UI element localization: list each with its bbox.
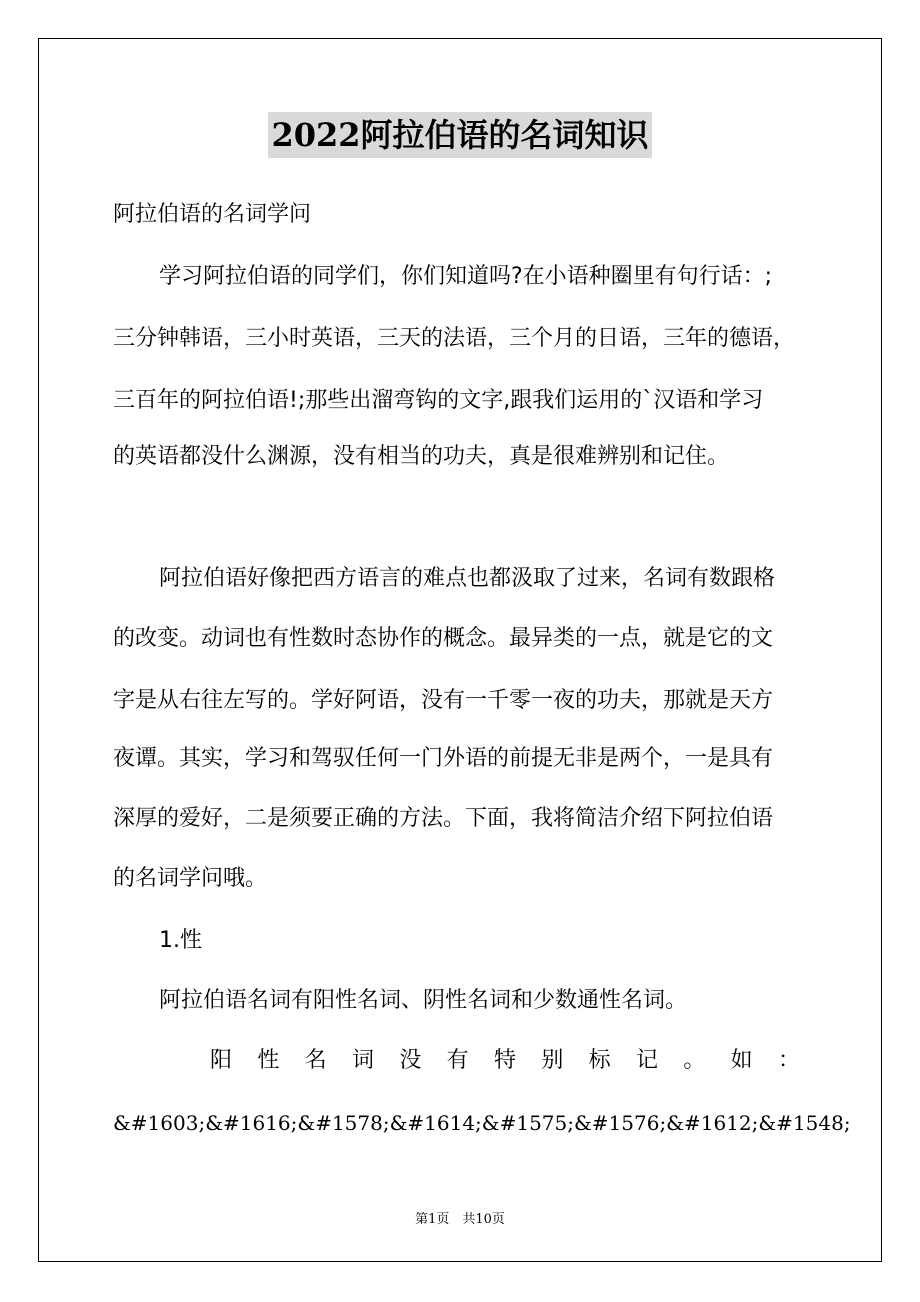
paragraph2-line4: 夜谭。其实，学习和驾驭任何一门外语的前提无非是两个，一是具有 (113, 746, 774, 771)
document-title: 2022阿拉伯语的名词知识 (268, 112, 652, 158)
paragraph2-line3: 字是从右往左写的。学好阿语，没有一千零一夜的功夫，那就是天方 (113, 688, 774, 713)
paragraph1-line1: 学习阿拉伯语的同学们，你们知道吗?在小语种圈里有句行话：; (159, 264, 773, 289)
subtitle: 阿拉伯语的名词学问 (113, 202, 312, 227)
paragraph1-line2: 三分钟韩语，三小时英语，三天的法语，三个月的日语，三年的德语， (113, 326, 796, 351)
paragraph1-line3: 三百年的阿拉伯语!;那些出溜弯钩的文字,跟我们运用的`汉语和学习 (113, 388, 764, 413)
paragraph2-line5: 深厚的爱好，二是须要正确的方法。下面，我将简洁介绍下阿拉伯语 (113, 806, 774, 831)
page-footer: 第1页 共10页 (415, 1212, 505, 1227)
paragraph1-line4: 的英语都没什么渊源，没有相当的功夫，真是很难辨别和记住。 (113, 444, 730, 469)
section1-line3: &#1603;&#1616;&#1578;&#1614;&#1575;&#1576;&#1612;&#1548; (113, 1111, 851, 1135)
section1-line2: 阳性名词没有特别标记。如： (210, 1048, 800, 1073)
paragraph2-line1: 阿拉伯语好像把西方语言的难点也都汲取了过来，名词有数跟格 (159, 566, 776, 591)
section1-text: 阿拉伯语名词有阳性名词、阴性名词和少数通性名词。 (159, 988, 688, 1013)
section1-heading: 1.性 (159, 928, 202, 953)
paragraph2-line6: 的名词学问哦。 (113, 866, 268, 891)
paragraph2-line2: 的改变。动词也有性数时态协作的概念。最异类的一点，就是它的文 (113, 626, 774, 651)
